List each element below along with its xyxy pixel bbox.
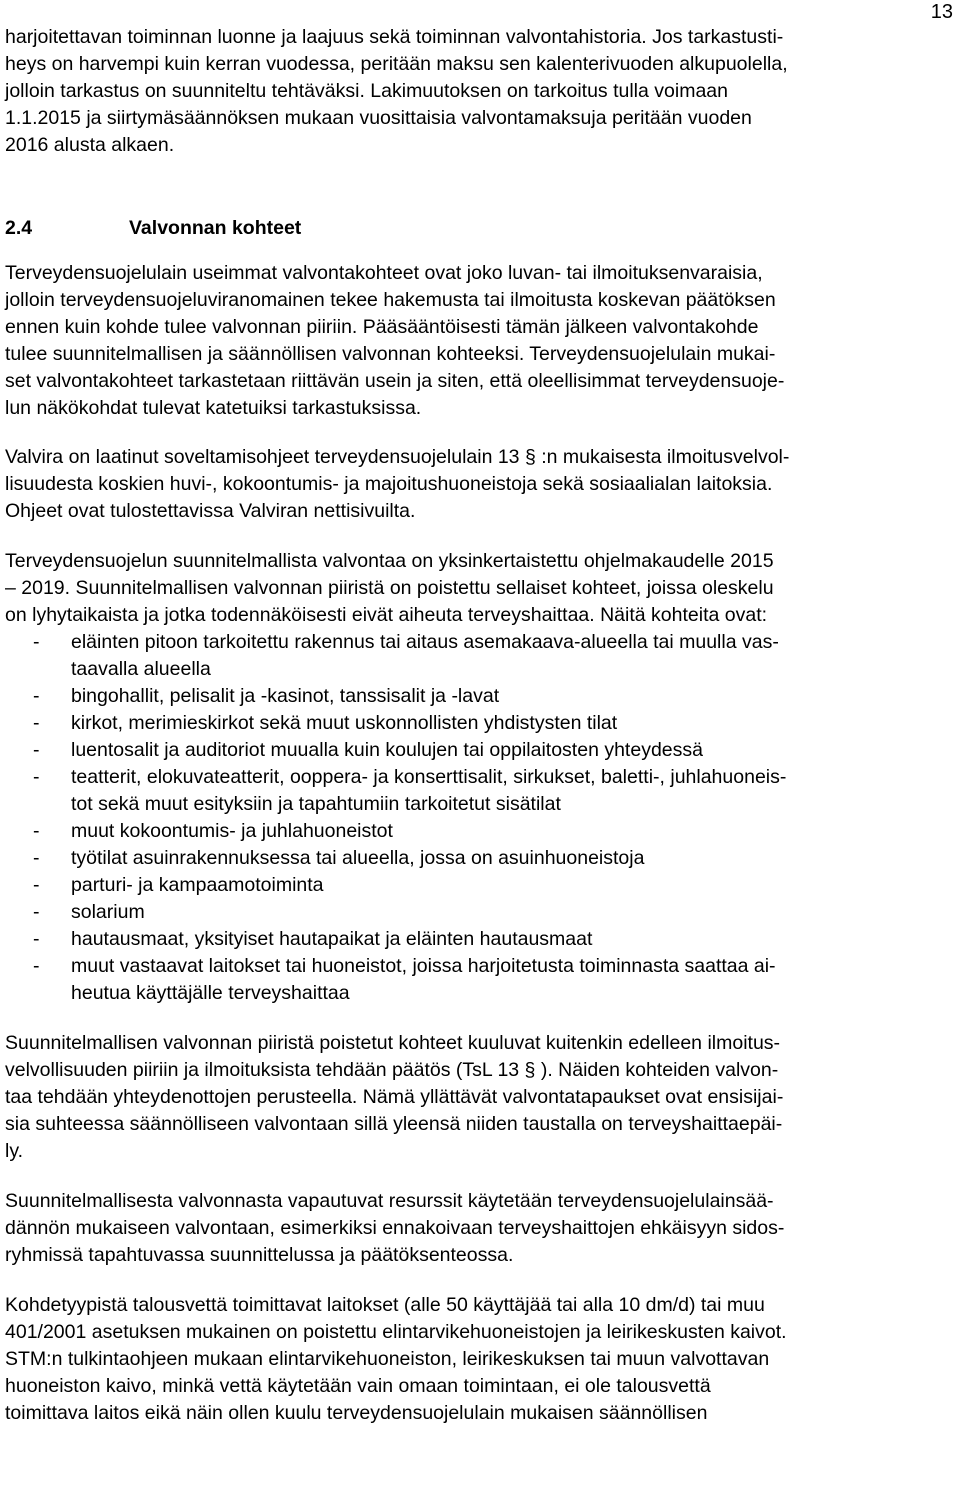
intro-paragraph xyxy=(5,24,955,159)
text-line: heys on harvempi kuin kerran vuodessa, peritään maksu sen kalenterivuoden alkupuolella, xyxy=(5,53,788,75)
text-line: 1.1.2015 ja siirtymäsäännöksen mukaan vuosittaisia valvontamaksuja peritään vuoden xyxy=(5,107,752,129)
text-line: Terveydensuojelun suunnitelmallista valvontaa on yksinkertaistettu ohjelmakaudelle 2015 xyxy=(5,550,774,572)
text-line: jolloin tarkastus on suunniteltu tehtäväksi. Lakimuutoksen on tarkoitus tulla voimaan xyxy=(5,80,728,102)
page-number: 13 xyxy=(930,1,953,23)
text-line: – 2019. Suunnitelmallisen valvonnan piiristä on poistettu sellaiset kohteet, joissa oleskelu xyxy=(5,577,774,599)
list-item xyxy=(5,899,955,926)
dash-bullet: - xyxy=(33,685,40,707)
list-item xyxy=(5,845,955,872)
text-line: ennen kuin kohde tulee valvonnan piiriin. Pääsääntöisesti tämän jälkeen valvontakohde xyxy=(5,316,759,338)
paragraph xyxy=(5,1292,955,1427)
dash-bullet: - xyxy=(33,739,40,761)
text-line: Terveydensuojelulain useimmat valvontakohteet ovat joko luvan- tai ilmoituksenvaraisia, xyxy=(5,262,763,284)
dash-bullet: - xyxy=(33,928,40,950)
text-line: STM:n tulkintaohjeen mukaan elintarvikehuoneiston, leirikeskuksen tai muun valvottavan xyxy=(5,1348,770,1370)
text-line: sia suhteessa säännölliseen valvontaan sillä yleensä niiden taustalla on terveyshaittaepäi- xyxy=(5,1113,783,1135)
text-line: ryhmissä tapahtuvassa suunnittelussa ja päätöksenteossa. xyxy=(5,1244,514,1266)
section-heading xyxy=(5,215,955,242)
list-item-text: muut kokoontumis- ja juhlahuoneistot xyxy=(71,820,393,842)
text-line: Kohdetyypistä talousvettä toimittavat laitokset (alle 50 käyttäjää tai alla 10 dm/d) tai muu xyxy=(5,1294,765,1316)
dash-bullet: - xyxy=(33,712,40,734)
bullet-list xyxy=(5,629,955,1007)
dash-bullet: - xyxy=(33,766,40,788)
paragraph xyxy=(5,1188,955,1269)
list-item-text: luentosalit ja auditoriot muualla kuin koulujen tai oppilaitosten yhteydessä xyxy=(71,739,703,761)
list-item-text: solarium xyxy=(71,901,145,923)
text-line: toimittava laitos eikä näin ollen kuulu terveydensuojelulain mukaisen säännöllisen xyxy=(5,1402,708,1424)
section-title: Valvonnan kohteet xyxy=(129,217,302,239)
paragraph xyxy=(5,548,955,629)
text-line: Valvira on laatinut soveltamisohjeet terveydensuojelulain 13 § :n mukaisesta ilmoitusvelvol- xyxy=(5,446,790,468)
text-line: dännön mukaiseen valvontaan, esimerkiksi ennakoivaan terveyshaittojen ehkäisyyn sidos- xyxy=(5,1217,785,1239)
list-item-text: muut vastaavat laitokset tai huoneistot, joissa harjoitetusta toiminnasta saattaa ai- xyxy=(71,955,776,977)
paragraph xyxy=(5,444,955,525)
list-item-text: bingohallit, pelisalit ja -kasinot, tanssisalit ja -lavat xyxy=(71,685,500,707)
list-item xyxy=(5,737,955,764)
list-item xyxy=(5,764,955,818)
paragraph xyxy=(5,260,955,422)
text-line: jolloin terveydensuojeluviranomainen tekee hakemusta tai ilmoitusta koskevan päätöksen xyxy=(5,289,776,311)
text-line: harjoitettavan toiminnan luonne ja laajuus sekä toiminnan valvontahistoria. Jos tarkastusti- xyxy=(5,26,784,48)
text-line: huoneiston kaivo, minkä vettä käytetään vain omaan toimintaan, ei ole talousvettä xyxy=(5,1375,711,1397)
list-item-text: heutua käyttäjälle terveyshaittaa xyxy=(71,982,350,1004)
text-line: ly. xyxy=(5,1140,24,1162)
text-line: taa tehdään yhteydenottojen perusteella. Nämä yllättävät valvontatapaukset ovat ensisijai- xyxy=(5,1086,784,1108)
text-line: 2016 alusta alkaen. xyxy=(5,134,175,156)
text-line: lun näkökohdat tulevat katetuiksi tarkastuksissa. xyxy=(5,397,422,419)
text-line: set valvontakohteet tarkastetaan riittävän usein ja siten, että oleellisimmat terveydensuoje- xyxy=(5,370,785,392)
text-line: Ohjeet ovat tulostettavissa Valviran nettisivuilta. xyxy=(5,500,416,522)
dash-bullet: - xyxy=(33,820,40,842)
list-item xyxy=(5,872,955,899)
list-item-text: hautausmaat, yksityiset hautapaikat ja eläinten hautausmaat xyxy=(71,928,593,950)
paragraph xyxy=(5,1030,955,1165)
list-item-text: tot sekä muut esityksiin ja tapahtumiin tarkoitetut sisätilat xyxy=(71,793,561,815)
list-item xyxy=(5,818,955,845)
list-item xyxy=(5,953,955,1007)
list-item-text: taavalla alueella xyxy=(71,658,211,680)
text-line: Suunnitelmallisen valvonnan piiristä poistetut kohteet kuuluvat kuitenkin edelleen ilmoitus- xyxy=(5,1032,781,1054)
dash-bullet: - xyxy=(33,955,40,977)
text-line: lisuudesta koskien huvi-, kokoontumis- ja majoitushuoneistoja sekä sosiaalialan laitoksia. xyxy=(5,473,773,495)
list-item-text: teatterit, elokuvateatterit, ooppera- ja konserttisalit, sirkukset, baletti-, juhlahuoneis- xyxy=(71,766,787,788)
dash-bullet: - xyxy=(33,631,40,653)
dash-bullet: - xyxy=(33,901,40,923)
dash-bullet: - xyxy=(33,874,40,896)
text-line: 401/2001 asetuksen mukainen on poistettu elintarvikehuoneistojen ja leirikeskusten kaivot. xyxy=(5,1321,787,1343)
text-line: on lyhytaikaista ja jotka todennäköisesti eivät aiheuta terveyshaittaa. Näitä kohteita ovat: xyxy=(5,604,768,626)
section-number: 2.4 xyxy=(5,217,33,239)
text-line: Suunnitelmallisesta valvonnasta vapautuvat resurssit käytetään terveydensuojelulainsää- xyxy=(5,1190,774,1212)
text-line: tulee suunnitelmallisen ja säännöllisen valvonnan kohteeksi. Terveydensuojelulain mukai- xyxy=(5,343,776,365)
list-item-text: eläinten pitoon tarkoitettu rakennus tai aitaus asemakaava-alueella tai muulla vas- xyxy=(71,631,779,653)
list-item xyxy=(5,629,955,683)
dash-bullet: - xyxy=(33,847,40,869)
list-item xyxy=(5,710,955,737)
document-body xyxy=(5,0,955,1427)
list-item xyxy=(5,926,955,953)
list-item-text: parturi- ja kampaamotoiminta xyxy=(71,874,324,896)
text-line: velvollisuuden piiriin ja ilmoituksista tehdään päätös (TsL 13 § ). Näiden kohteiden valvon- xyxy=(5,1059,779,1081)
list-item-text: kirkot, merimieskirkot sekä muut uskonnollisten yhdistysten tilat xyxy=(71,712,618,734)
list-item xyxy=(5,683,955,710)
list-item-text: työtilat asuinrakennuksessa tai alueella, jossa on asuinhuoneistoja xyxy=(71,847,645,869)
